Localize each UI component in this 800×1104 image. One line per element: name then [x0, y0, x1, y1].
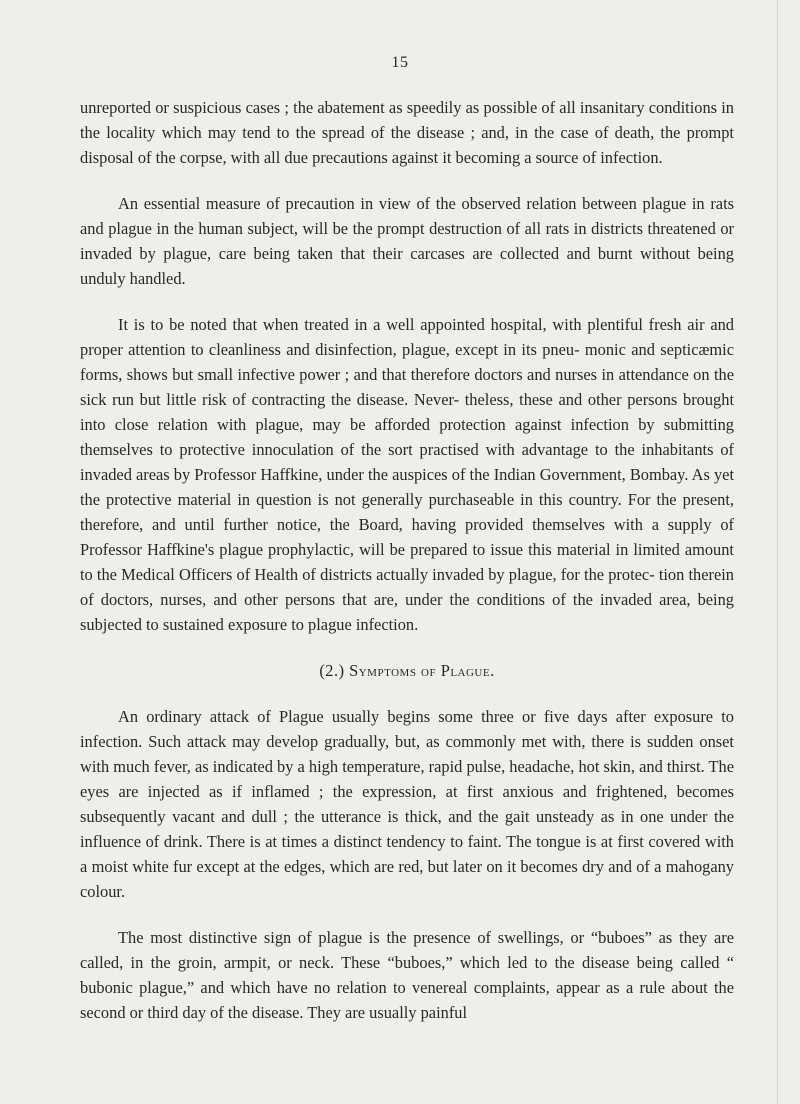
paragraph-buboes: The most distinctive sign of plague is the presence of swellings, or “buboes” as they are called, in the groin, armpit, or neck. These “buboes,” which led to the disease being called “ bubonic plague,” and which have no relation to venereal complaints, appear as a rule about the second or third day of the disease. They are usually painful — [80, 928, 734, 1022]
paragraph-gap — [80, 683, 734, 704]
page-edge-line — [777, 0, 778, 1104]
body-text — [80, 95, 734, 1025]
paragraph-gap — [80, 637, 734, 658]
paragraph-symptoms: An ordinary attack of Plague usually begins some three or five days after exposure to infection. Such attack may develop gradually, but, as commonly met with, there is sudden onset with much fever, as indicated by a high temperature, rapid pulse, headache, hot skin, and thirst. The eyes are injected as if inflamed ; the expression, at first anxious and frightened, becomes subsequently vacant and dull ; the utterance is thick, and the gait unsteady as in one under the influence of drink. There is at times a distinct tendency to faint. The tongue is at first covered with a moist white fur except at the edges, which are red, but later on it becomes dry and of a mahogany colour. — [80, 707, 734, 901]
paragraph-protection: It is to be noted that when treated in a well appointed hospital, with plentiful fresh air and proper attention to cleanliness and disinfection, plague, except in its pneu- monic and septicæmic forms, shows but small infective power ; and that therefore doctors and nurses in attendance on the sick run but little risk of contracting the disease. Never- theless, these and other persons brought into close relation with plague, may be afforded protection against infection by submitting themselves to protective innoculation of the sort practised with advantage to the inhabitants of invaded areas by Professor Haffkine, under the auspices of the Indian Government, Bombay. As yet the protective material in question is not generally purchaseable in this country. For the present, therefore, and until further notice, the Board, having provided themselves with a supply of Professor Haffkine's plague prophylactic, will be prepared to issue this material in limited amount to the Medical Officers of Health of districts actually invaded by plague, for the protec- tion therein of doctors, nurses, and other persons that are, under the conditions of the invaded area, being subjected to sustained exposure to plague infection. — [80, 315, 734, 634]
paragraph-continuation: unreported or suspicious cases ; the abatement as speedily as possible of all insanitary conditions in the locality which may tend to the spread of the disease ; and, in the case of death, the prompt disposal of the corpse, with all due precautions against it becoming a source of infection. — [80, 98, 734, 167]
paragraph-rat-destruction: An essential measure of precaution in view of the observed relation between plague in rats and plague in the human subject, will be the prompt destruction of all rats in districts threatened or invaded by plague, care being taken that their carcases are collected and burnt without being unduly handled. — [80, 194, 734, 288]
page-number: 15 — [391, 54, 409, 71]
paragraph-gap — [80, 291, 734, 312]
section-heading: (2.) Symptoms of Plague. — [319, 661, 495, 680]
paragraph-gap — [80, 904, 734, 925]
paragraph-gap — [80, 170, 734, 191]
